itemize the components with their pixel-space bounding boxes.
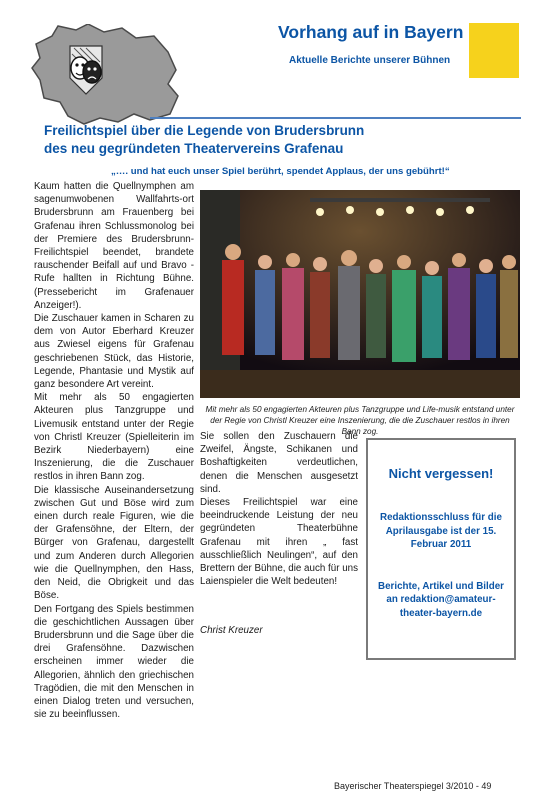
contact-text: Berichte, Artikel und Bilder an redaktion@amateur-theater-bayern.de <box>378 580 504 619</box>
headline-line-1: Freilichtspiel über die Legende von Brudersbrunn <box>44 123 365 138</box>
deadline-text: Redaktionsschluss für die Aprilausgabe ist der 15. Februar 2011 <box>380 512 502 550</box>
section-title: Vorhang auf in Bayern <box>278 22 464 42</box>
bavaria-theater-masks-logo <box>30 24 180 128</box>
headline-line-2: des neu gegründeten Theatervereins Grafenau <box>44 141 344 156</box>
yellow-accent-box <box>469 23 519 78</box>
page-footer: Bayerischer Theaterspiegel 3/2010 - 49 <box>334 781 492 791</box>
stage-photo <box>200 190 520 398</box>
paragraph: Sie sollen den Zuschauern die Zweifel, Ängste, Schikanen und Boshaftigkeiten verdeutlichen, denen die Menschen ausgesetzt sind. <box>200 431 358 495</box>
notice-box <box>366 438 516 660</box>
paragraph: Kaum hatten die Quellnymphen am sagenumwobenen Wallfahrts-ort Brudersbrunn am Frauenberg bei Grafenau ihren Schlussmonolog bei der Premiere des Brudersbrunn-Freilichtspiel beendet, brandete rauschender Beifall auf und Bravo - Rufe hallten in Richtung Bühne. (Pressebericht im Grafenauer Anzeiger!). <box>34 181 194 311</box>
paragraph: Dieses Freilichtspiel war eine beeindruckende Leistung der neu gegründeten Theaterbühne Grafenau mit ihren „ fast ausschließlich Neulingen“, auf den Brettern der Bühne, die auch für uns Laienspieler die Welt bedeuten! <box>200 497 358 588</box>
photo-caption: Mit mehr als 50 engagierten Akteuren plus Tanzgruppe und Life-musik entstand unter der Regie von Christl Kreuzer eine Inszenierung, die die Zuschauer restlos in ihren Bann zog. <box>205 405 515 436</box>
paragraph: Mit mehr als 50 engagierten Akteuren plus Tanzgruppe und Livemusik entstand unter der Regie von Christl Kreuzer (Spielleiterin im Bezirk Niederbayern) eine Inszenierung, die die Zuschauer restlos in ihren Bann zog. <box>34 392 194 483</box>
notice-title: Nicht vergessen! <box>388 466 494 481</box>
article-headline <box>44 122 514 158</box>
paragraph: Die Zuschauer kamen in Scharen zu dem von Autor Eberhard Kreuzer aus Zwiesel eigens für Grafenau geschriebenen Stück, das Historie, Legende, Phantasie und Mystik auf ganz besondere Art vereint. <box>34 313 194 391</box>
author-name: Christ Kreuzer <box>200 625 263 636</box>
paragraph: Den Fortgang des Spiels bestimmen die geschichtlichen Aussagen über Brudersbrunn und die Sage über die drei Grafensöhne. Dazwischen erscheinen immer wieder die Allegorien, ähnlich den griechischen Tragödien, die mit den Menschen in einen Dialog treten und versuchen, sie zu beeinflussen. <box>34 603 194 721</box>
header-divider <box>150 117 521 119</box>
paragraph: Die klassische Auseinandersetzung zwischen Gut und Böse wird zum einen durch reale Figuren, wie die der Grafensöhne, der Eltern, der Bürger von Grafenau, dargestellt und zum Anderen durch Allegorien wie die Quellnymphen, den Hass, den Neid, die Obrigkeit und das Böse. <box>34 484 194 602</box>
article-kicker: „…. und hat euch unser Spiel berührt, spendet Applaus, der uns gebührt!“ <box>111 166 450 177</box>
left-text-column <box>34 180 194 721</box>
section-subtitle: Aktuelle Berichte unserer Bühnen <box>289 55 451 66</box>
middle-text-column <box>200 430 358 588</box>
